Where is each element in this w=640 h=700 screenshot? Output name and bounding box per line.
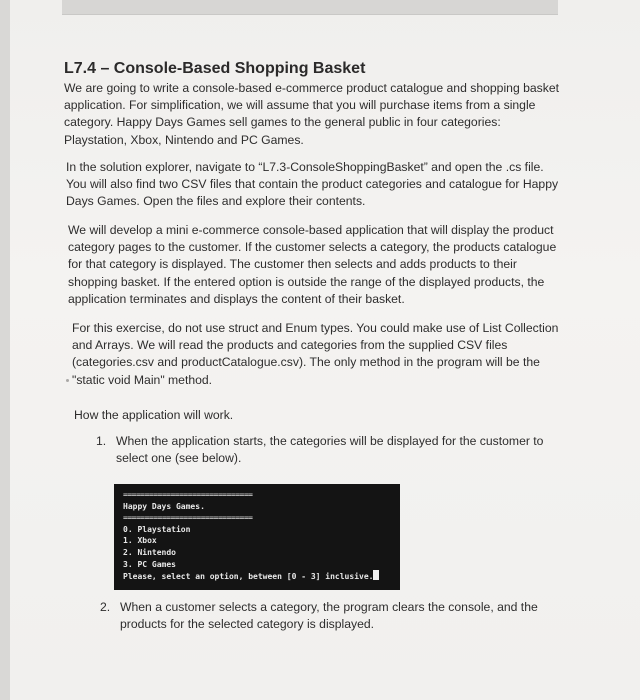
application-description-paragraph: We will develop a mini e-commerce console-based application that will display the product category pages to the customer. If the customer selects a category, the products catalogue for that category is displayed. The customer then selects and adds products to their shopping basket. If the entered option is outside the range of the displayed products, the application terminates and displays the content of their basket. [68,223,557,306]
intro-paragraph: We are going to write a console-based e-commerce product catalogue and shopping basket application. For simplification, we will assume that you will purchase items from a single category. Happy Days Games sell games to the general public in four categories: Playstation, Xbox, Nintendo and PC Games. [64,81,560,147]
console-cursor [373,570,379,580]
step-text: When a customer selects a category, the program clears the console, and the products for the selected category is displayed. [120,600,538,632]
console-option: 2. Nintendo [123,547,176,557]
top-edge-strip [62,0,558,15]
step-item-1 [96,433,546,467]
console-store-name: Happy Days Games. [123,501,205,511]
step-number: 1. [96,434,107,448]
console-option: 1. Xbox [123,536,157,546]
console-screenshot [114,484,400,590]
step-number: 2. [100,600,111,614]
document-title: L7.4 – Console-Based Shopping Basket [64,60,366,77]
console-prompt: Please, select an option, between [0 - 3] inclusive. [123,572,374,582]
solution-explorer-paragraph: In the solution explorer, navigate to “L7.3-ConsoleShoppingBasket” and open the .cs file. You will also find two CSV files that contain the product categories and catalogue for Happy Days Games. Open the files and explore their contents. [66,160,559,209]
console-separator: ============================== [123,490,253,499]
console-option: 3. PC Games [123,559,176,569]
step-text: When the application starts, the categories will be displayed for the customer to select one (see below). [116,434,544,466]
console-separator: ============================== [123,513,253,523]
margin-mark [66,379,69,382]
step-item-2 [100,599,540,633]
how-it-works-heading: How the application will work. [74,408,234,422]
console-option: 0. Playstation [123,524,191,534]
constraints-paragraph: For this exercise, do not use struct and Enum types. You could make use of List Collection and Arrays. We will read the products and categories from the supplied CSV files (categories.csv and productCatalogue.csv). The only method in the program will be the "static void Main" method. [72,321,559,387]
